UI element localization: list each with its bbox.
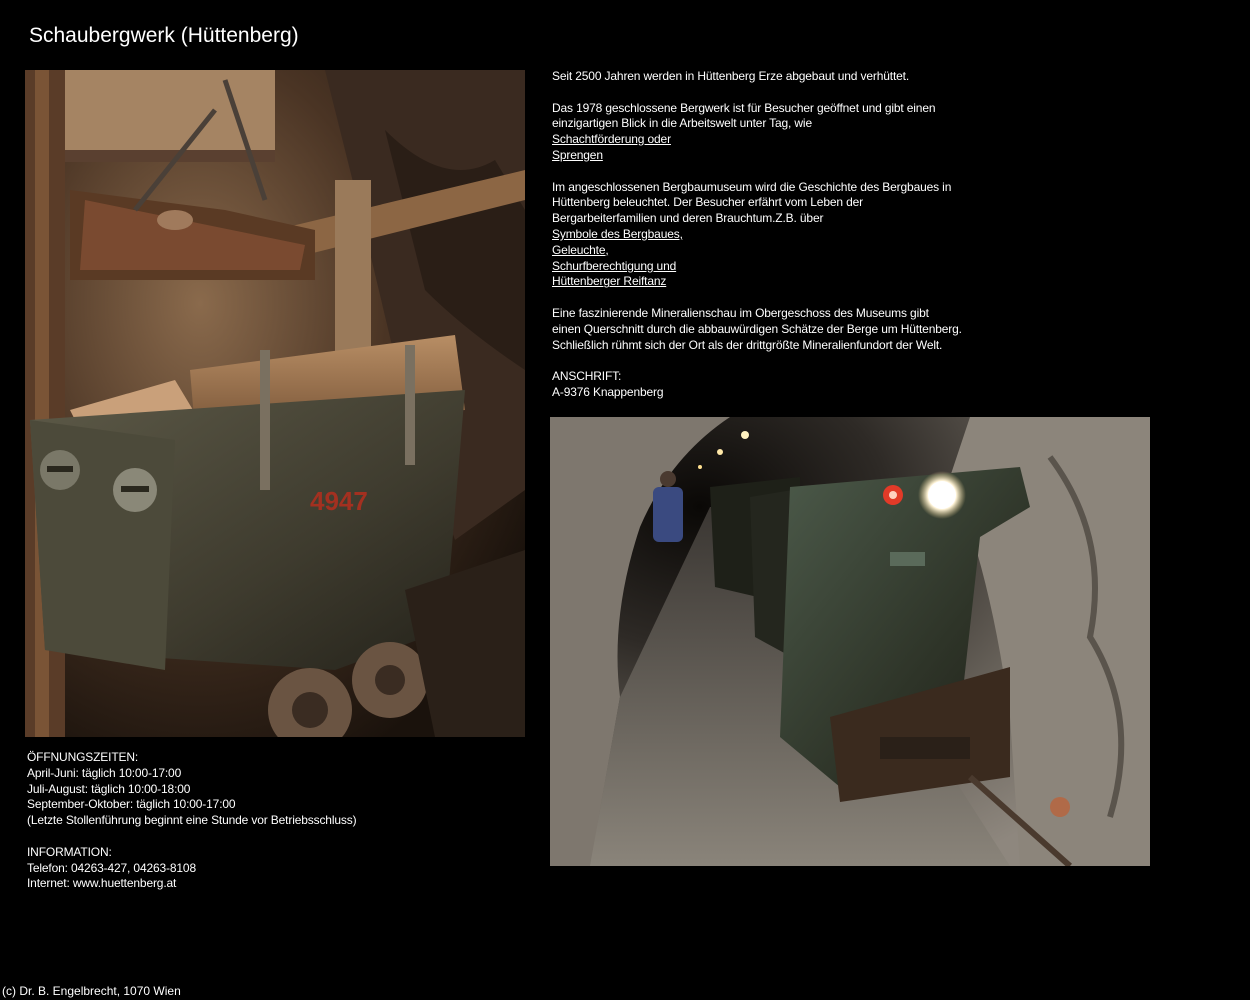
mineral-line: einen Querschnitt durch die abbauwürdigen Schätze der Berge um Hüttenberg. xyxy=(552,321,962,336)
visit-line: einzigartigen Blick in die Arbeitswelt unter Tag, wie xyxy=(552,116,812,131)
address-label: ANSCHRIFT: xyxy=(552,369,622,384)
visitor-info-block xyxy=(27,750,356,892)
address-value: A-9376 Knappenberg xyxy=(552,384,664,399)
link-schurfberechtigung[interactable]: Schurfberechtigung und xyxy=(552,258,677,273)
copyright-footer: (c) Dr. B. Engelbrecht, 1070 Wien xyxy=(2,984,181,998)
information-label: INFORMATION: xyxy=(27,844,112,859)
mineral-paragraph xyxy=(552,306,962,353)
hours-line: Juli-August: täglich 10:00-18:00 xyxy=(27,781,191,796)
hours-paragraph xyxy=(27,750,356,829)
address-paragraph xyxy=(552,369,962,401)
hours-label: ÖFFNUNGSZEITEN: xyxy=(27,750,139,764)
link-symbole-des-bergbaues[interactable]: Symbole des Bergbaues, xyxy=(552,226,683,241)
visit-line: Das 1978 geschlossene Bergwerk ist für Besucher geöffnet und gibt einen xyxy=(552,100,936,115)
information-paragraph xyxy=(27,845,356,892)
visit-paragraph xyxy=(552,101,962,164)
hours-line: (Letzte Stollenführung beginnt eine Stunde vor Betriebsschluss) xyxy=(27,813,357,828)
hours-line: April-Juni: täglich 10:00-17:00 xyxy=(27,765,182,780)
mine-cart-photo xyxy=(25,70,525,737)
link-sprengen[interactable]: Sprengen xyxy=(552,147,603,162)
link-huettenberger-reiftanz[interactable]: Hüttenberger Reiftanz xyxy=(552,274,667,289)
mine-train-photo xyxy=(550,417,1150,866)
museum-paragraph xyxy=(552,180,962,291)
phone-text: Telefon: 04263-427, 04263-8108 xyxy=(27,860,196,875)
internet-text: Internet: www.huettenberg.at xyxy=(27,876,177,891)
mine-cart-image xyxy=(25,70,525,737)
mine-train-image xyxy=(550,417,1150,866)
museum-line: Bergarbeiterfamilien und deren Brauchtum.Z.B. über xyxy=(552,211,824,226)
description-block xyxy=(552,69,962,401)
mineral-line: Schließlich rühmt sich der Ort als der drittgrößte Mineralienfundort der Welt. xyxy=(552,337,943,352)
link-geleuchte[interactable]: Geleuchte, xyxy=(552,242,609,257)
mineral-line: Eine faszinierende Mineralienschau im Obergeschoss des Museums gibt xyxy=(552,305,929,320)
museum-line: Hüttenberg beleuchtet. Der Besucher erfährt vom Leben der xyxy=(552,195,863,210)
link-schachtfoerderung[interactable]: Schachtförderung oder xyxy=(552,132,671,147)
museum-line: Im angeschlossenen Bergbaumuseum wird die Geschichte des Bergbaues in xyxy=(552,179,952,194)
intro-text: Seit 2500 Jahren werden in Hüttenberg Erze abgebaut und verhüttet. xyxy=(552,69,910,83)
page-title: Schaubergwerk (Hüttenberg) xyxy=(29,24,299,47)
hours-line: September-Oktober: täglich 10:00-17:00 xyxy=(27,797,236,812)
svg-text:4947: 4947 xyxy=(310,486,368,516)
